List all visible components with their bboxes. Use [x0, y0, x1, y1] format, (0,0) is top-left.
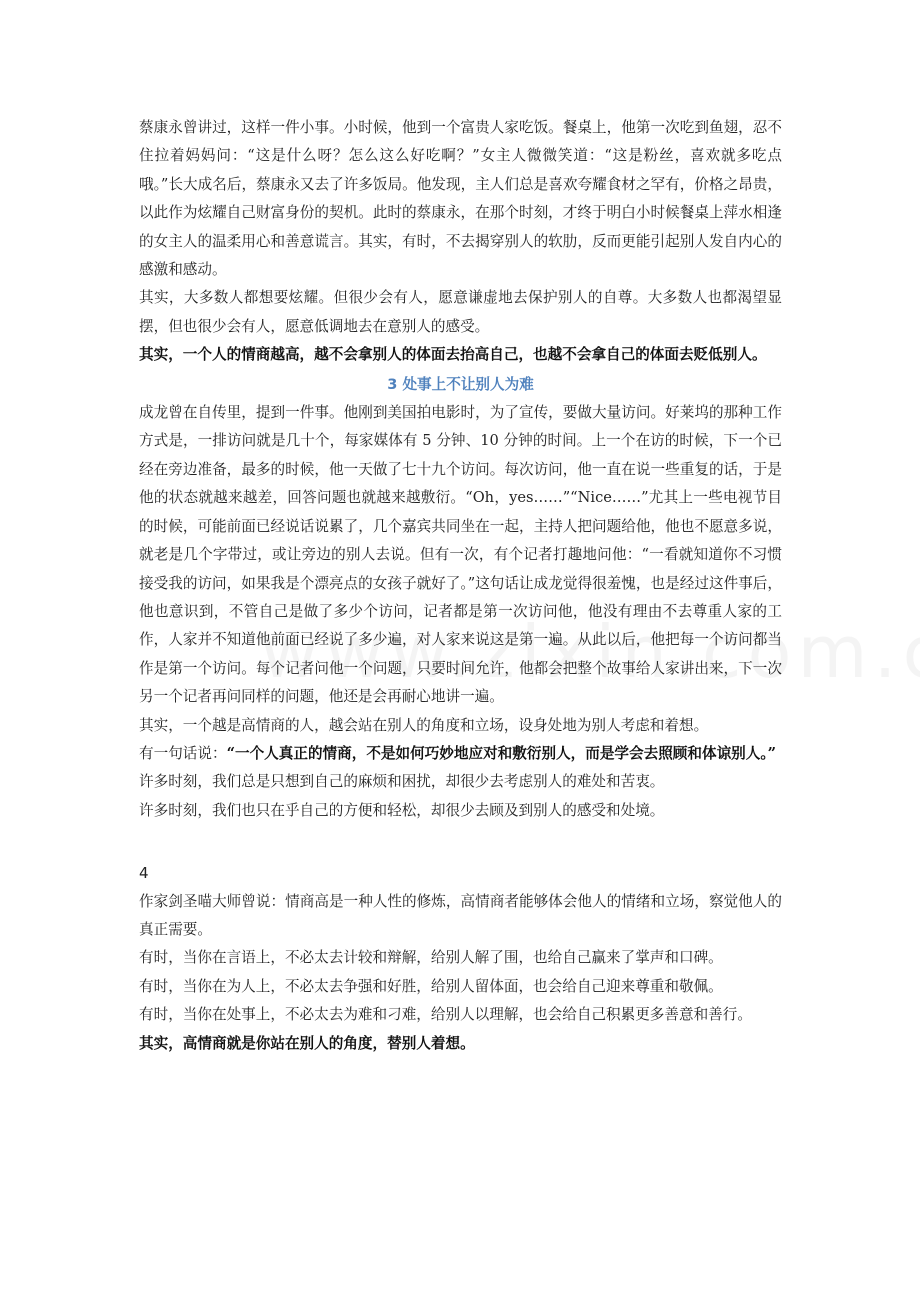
paragraph-quote: [139, 740, 782, 768]
paragraph-sword-saint: 作家剑圣喵大师曾说：情商高是一种人性的修炼，高情商者能够体会他人的情绪和立场，察觉他人的真正需要。: [139, 892, 782, 938]
quote-prefix: 有一句话说：: [139, 744, 227, 762]
paragraph-convenience: 许多时刻，我们也只在乎自己的方便和轻松，却很少去顾及到别人的感受和处境。: [139, 801, 665, 819]
quote-bold: “一个人真正的情商，不是如何巧妙地应对和敷衍别人，而是学会去照顾和体谅别人。”: [226, 744, 777, 762]
section-heading-3: 3 处事上不让别人为难: [387, 375, 534, 393]
paragraph-conclusion: 其实，高情商就是你站在别人的角度，替别人着想。: [139, 1034, 475, 1052]
paragraph-show-off: 其实，大多数人都想要炫耀。但很少会有人，愿意谦虚地去保护别人的自尊。大多数人也都渴望显摆，但也很少会有人，愿意低调地去在意别人的感受。: [139, 289, 782, 335]
paragraph-handling: 有时，当你在处事上，不必太去为难和刁难，给别人以理解，也会给自己积累更多善意和善行。: [139, 1006, 752, 1024]
paragraph-troubles: 许多时刻，我们总是只想到自己的麻烦和困扰，却很少去考虑别人的难处和苦衷。: [139, 773, 665, 791]
paragraph-speech: 有时，当你在言语上，不必太去计较和辩解，给别人解了围，也给自己赢来了掌声和口碑。: [139, 949, 723, 967]
paragraph-emphasis-dignity: 其实，一个人的情商越高，越不会拿别人的体面去抬高自己，也越不会拿自己的体面去贬低别人。: [139, 346, 767, 364]
spacer: [139, 825, 782, 853]
section-number-4: 4: [139, 864, 149, 883]
article-body: [139, 114, 782, 1058]
paragraph-jackie-chan-story: 成龙曾在自传里，提到一件事。他刚到美国拍电影时，为了宣传，要做大量访问。好莱坞的那种工作方式是，一排访问就是几十个，每家媒体有 5 分钟、10 分钟的时间。上一个在访的时候，下一个已经在旁边准备，最多的时候，他一天做了七十九个访问。每次访问，他一直在说一些重复的话，于是他的状态就越来越差，回答问题也就越来越敷衍。“Oh，yes……”“Nice……”尤其上一些电视节目的时候，可能前面已经说话说累了，几个嘉宾共同坐在一起，主持人把问题给他，他也不愿意多说，就老是几个字带过，或让旁边的别人去说。但有一次，有个记者打趣地问他：“一看就知道你不习惯接受我的访问，如果我是个漂亮点的女孩子就好了。”这句话让成龙觉得很羞愧，也是经过这件事后，他也意识到，不管自己是做了多少个访问，记者都是第一次访问他，他没有理由不去尊重人家的工作，人家并不知道他前面已经说了多少遍，对人家来说这是第一遍。从此以后，他把每一个访问都当作是第一个访问。每个记者问他一个问题，只要时间允许，他都会把整个故事给人家讲出来，下一次另一个记者再问同样的问题，他还是会再耐心地讲一遍。: [139, 404, 782, 706]
paragraph-conduct: 有时，当你在为人上，不必太去争强和好胜，给别人留体面，也会给自己迎来尊重和敬佩。: [139, 977, 723, 995]
paragraph-perspective: 其实，一个越是高情商的人，越会站在别人的角度和立场，设身处地为别人考虑和着想。: [139, 716, 709, 734]
paragraph-cai-kangyong-story: 蔡康永曾讲过，这样一件小事。小时候，他到一个富贵人家吃饭。餐桌上，他第一次吃到鱼翅，忍不住拉着妈妈问：“这是什么呀？怎么这么好吃啊？”女主人微微笑道：“这是粉丝，喜欢就多吃点哦。”长大成名后，蔡康永又去了许多饭局。他发现，主人们总是喜欢夸耀食材之罕有，价格之昂贵，以此作为炫耀自己财富身份的契机。此时的蔡康永，在那个时刻，才终于明白小时候餐桌上萍水相逢的女主人的温柔用心和善意谎言。其实，有时，不去揭穿别人的软肋，反而更能引起别人发自内心的感激和感动。: [139, 119, 782, 279]
